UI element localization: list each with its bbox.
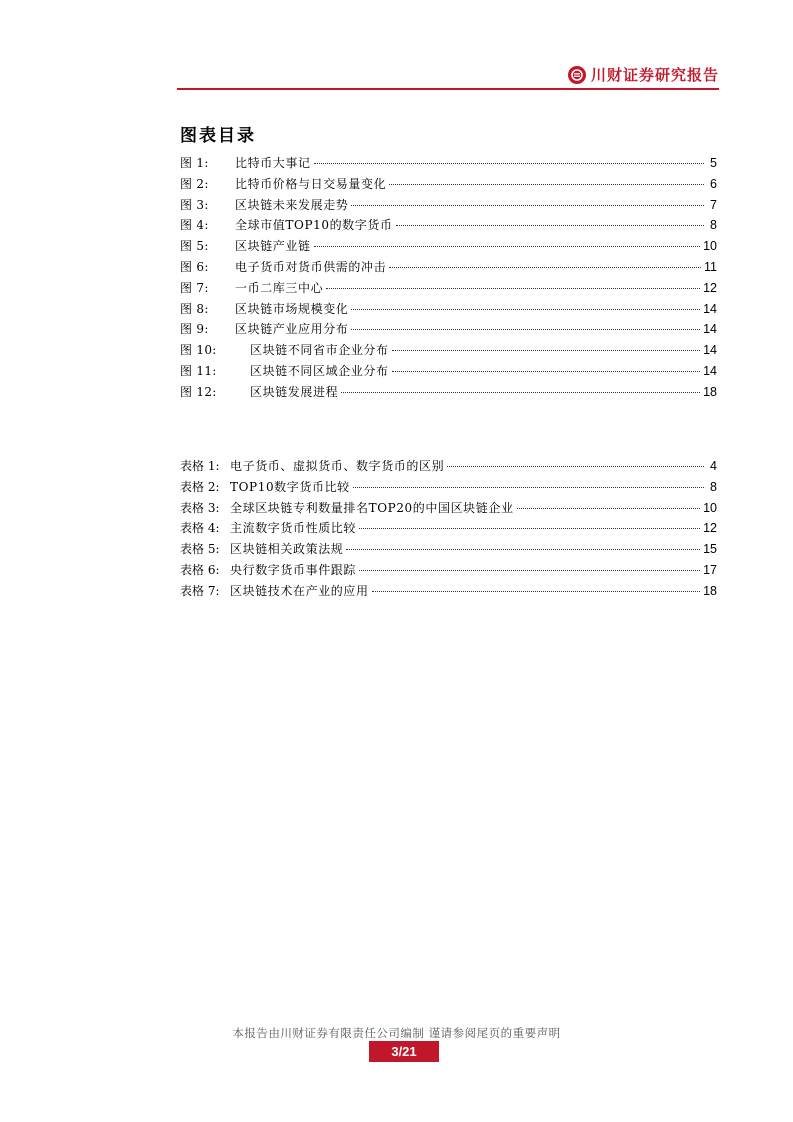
toc-entry-page: 17: [703, 562, 717, 577]
toc-entry[interactable]: [180, 456, 717, 477]
dot-leader: [372, 591, 700, 592]
toc-entry-page: 11: [704, 259, 717, 274]
toc-entry-label: 图 7:: [180, 280, 209, 295]
dot-leader: [392, 350, 700, 351]
toc-entry-title: 电子货币、虚拟货币、数字货币的区别: [230, 459, 445, 473]
toc-entry-label: 图 2:: [180, 176, 209, 191]
toc-entry[interactable]: [180, 278, 717, 299]
toc-entry[interactable]: [180, 477, 717, 498]
toc-entry-label: 图 1:: [180, 156, 209, 170]
toc-entry-page: 14: [703, 343, 717, 358]
toc-entry[interactable]: [180, 319, 717, 340]
toc-entry[interactable]: [180, 299, 717, 320]
toc-entry-label: 表格 7:: [180, 583, 220, 598]
toc-entry-title: 区块链技术在产业的应用: [230, 583, 369, 598]
toc-entry[interactable]: [180, 153, 717, 174]
toc-entry[interactable]: [180, 560, 717, 581]
dot-leader: [346, 549, 700, 550]
toc-entry-page: 18: [703, 384, 717, 399]
toc-entry-label: 表格 2:: [180, 479, 220, 494]
toc-entry[interactable]: [180, 498, 717, 519]
toc-entry-title: 区块链产业链: [235, 239, 311, 254]
toc-entry-page: 7: [710, 197, 717, 212]
toc-entry-page: 12: [703, 521, 717, 536]
toc-entry-page: 18: [703, 583, 717, 598]
toc-entry[interactable]: [180, 195, 717, 216]
dot-leader: [314, 246, 700, 247]
toc-entry-label: 表格 5:: [180, 542, 220, 557]
toc-entry-title: 区块链不同区域企业分布: [250, 363, 389, 378]
chuancai-logo-icon: [568, 66, 586, 84]
dot-leader: [351, 329, 700, 330]
toc-entry-page: 6: [710, 176, 717, 191]
dot-leader: [392, 371, 700, 372]
toc-entry-page: 5: [710, 156, 717, 170]
dot-leader: [517, 508, 701, 509]
toc-entry-page: 14: [703, 322, 717, 337]
toc-entry[interactable]: [180, 539, 717, 560]
brand-name: 川财证券研究报告: [590, 66, 719, 84]
dot-leader: [389, 267, 701, 268]
toc-entry-label: 图 3:: [180, 197, 209, 212]
toc-entry-label: 图 8:: [180, 301, 209, 316]
toc-entry-title: 比特币价格与日交易量变化: [235, 176, 387, 191]
toc-entry-label: 图 6:: [180, 259, 209, 274]
dot-leader: [314, 163, 704, 164]
toc-entry[interactable]: [180, 257, 717, 278]
toc-entry-label: 表格 4:: [180, 521, 220, 536]
dot-leader: [326, 288, 700, 289]
toc-entry-page: 14: [703, 301, 717, 316]
toc-entry-title: 区块链产业应用分布: [235, 322, 349, 337]
toc-entry-label: 图 9:: [180, 322, 209, 337]
dot-leader: [359, 570, 700, 571]
toc-entry-title: 全球市值TOP10的数字货币: [235, 218, 393, 233]
toc-entry-title: 主流数字货币性质比较: [230, 521, 357, 536]
toc-entry-page: 10: [703, 239, 717, 254]
dot-leader: [351, 205, 704, 206]
toc-entry-title: 一币二库三中心: [235, 280, 324, 295]
dot-leader: [341, 392, 700, 393]
toc-entry-page: 8: [710, 479, 717, 494]
toc-entry[interactable]: [180, 340, 717, 361]
toc-entry-title: 央行数字货币事件跟踪: [230, 562, 357, 577]
header-brand: [568, 64, 719, 85]
toc-entry-label: 图 11:: [180, 363, 217, 378]
toc-entry-label: 表格 3:: [180, 500, 220, 515]
toc-entry-title: 区块链发展进程: [250, 384, 339, 399]
dot-leader: [351, 309, 700, 310]
figure-list: [180, 153, 717, 403]
page-number: 3/21: [369, 1041, 439, 1062]
toc-entry[interactable]: [180, 382, 717, 403]
toc-entry-title: 电子货币对货币供需的冲击: [235, 259, 387, 274]
toc-entry[interactable]: [180, 518, 717, 539]
toc-entry-title: 比特币大事记: [235, 156, 311, 170]
dot-leader: [447, 466, 704, 467]
toc-entry[interactable]: [180, 581, 717, 602]
toc-entry[interactable]: [180, 361, 717, 382]
toc-title: 图表目录: [180, 126, 256, 146]
toc-entry-title: 全球区块链专利数量排名TOP20的中国区块链企业: [230, 500, 514, 515]
toc-entry-page: 14: [703, 363, 717, 378]
toc-entry-label: 图 12:: [180, 384, 217, 399]
toc-entry[interactable]: [180, 174, 717, 195]
toc-entry[interactable]: [180, 236, 717, 257]
table-list: [180, 456, 717, 602]
toc-entry-label: 图 10:: [180, 343, 217, 358]
toc-entry-page: 4: [710, 459, 717, 473]
toc-entry-label: 图 4:: [180, 218, 209, 233]
toc-entry-page: 15: [703, 542, 717, 557]
dot-leader: [353, 487, 704, 488]
toc-entry-title: 区块链不同省市企业分布: [250, 343, 389, 358]
dot-leader: [389, 184, 704, 185]
toc-entry-label: 表格 6:: [180, 562, 220, 577]
dot-leader: [359, 528, 700, 529]
toc-entry-title: TOP10数字货币比较: [230, 479, 350, 494]
header-divider: [177, 88, 719, 90]
toc-entry[interactable]: [180, 215, 717, 236]
toc-entry-label: 表格 1:: [180, 459, 220, 473]
toc-entry-title: 区块链市场规模变化: [235, 301, 349, 316]
dot-leader: [396, 225, 704, 226]
toc-entry-label: 图 5:: [180, 239, 209, 254]
toc-entry-title: 区块链未来发展走势: [235, 197, 349, 212]
footer-disclaimer: 本报告由川财证券有限责任公司编制 谨请参阅尾页的重要声明: [232, 1026, 561, 1040]
toc-entry-page: 8: [710, 218, 717, 233]
toc-entry-page: 12: [703, 280, 717, 295]
toc-entry-title: 区块链相关政策法规: [230, 542, 344, 557]
toc-entry-page: 10: [703, 500, 717, 515]
